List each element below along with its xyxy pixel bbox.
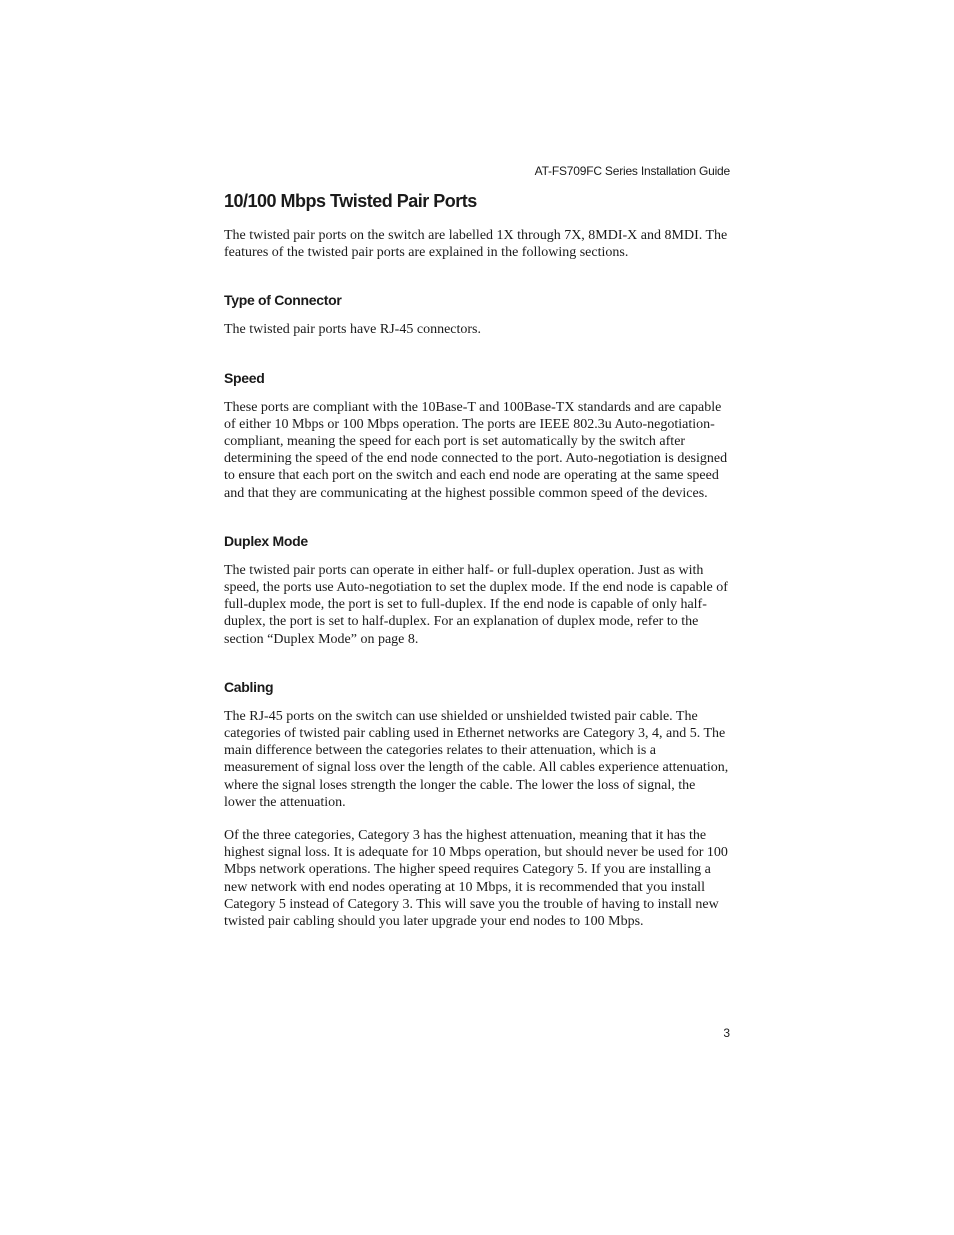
page-content — [224, 190, 730, 930]
subsection-type-of-connector — [224, 291, 730, 338]
paragraph: Of the three categories, Category 3 has the highest attenuation, meaning that it has the highest signal loss. It is adequate for 10 Mbps operation, but should never be used for 100 Mbps network operations. The higher speed requires Category 5. If you are installing a new network with end nodes operating at 10 Mbps, it is recommended that you install Category 5 instead of Category 3. This will save you the trouble of having to install new twisted pair cabling should you later upgrade your end nodes to 100 Mbps. — [224, 828, 728, 930]
paragraph: The twisted pair ports have RJ-45 connectors. — [224, 322, 481, 338]
intro-paragraph: The twisted pair ports on the switch are labelled 1X through 7X, 8MDI-X and 8MDI. The features of the twisted pair ports are explained in the following sections. — [224, 228, 728, 261]
subsection-duplex-mode — [224, 532, 730, 648]
section-title: 10/100 Mbps Twisted Pair Ports — [224, 191, 477, 211]
subsection-heading: Duplex Mode — [224, 532, 308, 549]
subsection-speed — [224, 369, 730, 502]
paragraph: These ports are compliant with the 10Base-T and 100Base-TX standards and are capable of either 10 Mbps or 100 Mbps operation. The ports are IEEE 802.3u Auto-negotiation-compliant, meaning the speed for each port is set automatically by the switch after determining the speed of the end node connected to the port. Auto-negotiation is designed to ensure that each port on the switch and each end node are operating at the same speed and that they are communicating at the highest possible common speed of the devices. — [224, 399, 728, 501]
paragraph: The RJ-45 ports on the switch can use shielded or unshielded twisted pair cable. The categories of twisted pair cabling used in Ethernet networks are Category 3, 4, and 5. The main difference between the categories relates to their attenuation, which is a measurement of signal loss over the length of the cable. All cables experience attenuation, where the signal loses strength the longer the cable. The lower the loss of signal, the lower the attenuation. — [224, 708, 729, 810]
page-number: 3 — [723, 1026, 730, 1040]
subsection-heading: Speed — [224, 369, 265, 386]
subsection-cabling — [224, 678, 730, 930]
paragraph: The twisted pair ports can operate in either half- or full-duplex operation. Just as with speed, the ports use Auto-negotiation to set the duplex mode. If the end node is capable of full-duplex mode, the port is set to full-duplex. If the end node is capable of only half-duplex, the port is set to half-duplex. For an explanation of duplex mode, refer to the section “Duplex Mode” on page 8. — [224, 562, 728, 647]
subsection-heading: Type of Connector — [224, 292, 342, 309]
running-header: AT-FS709FC Series Installation Guide — [534, 164, 730, 178]
subsection-heading: Cabling — [224, 678, 274, 695]
